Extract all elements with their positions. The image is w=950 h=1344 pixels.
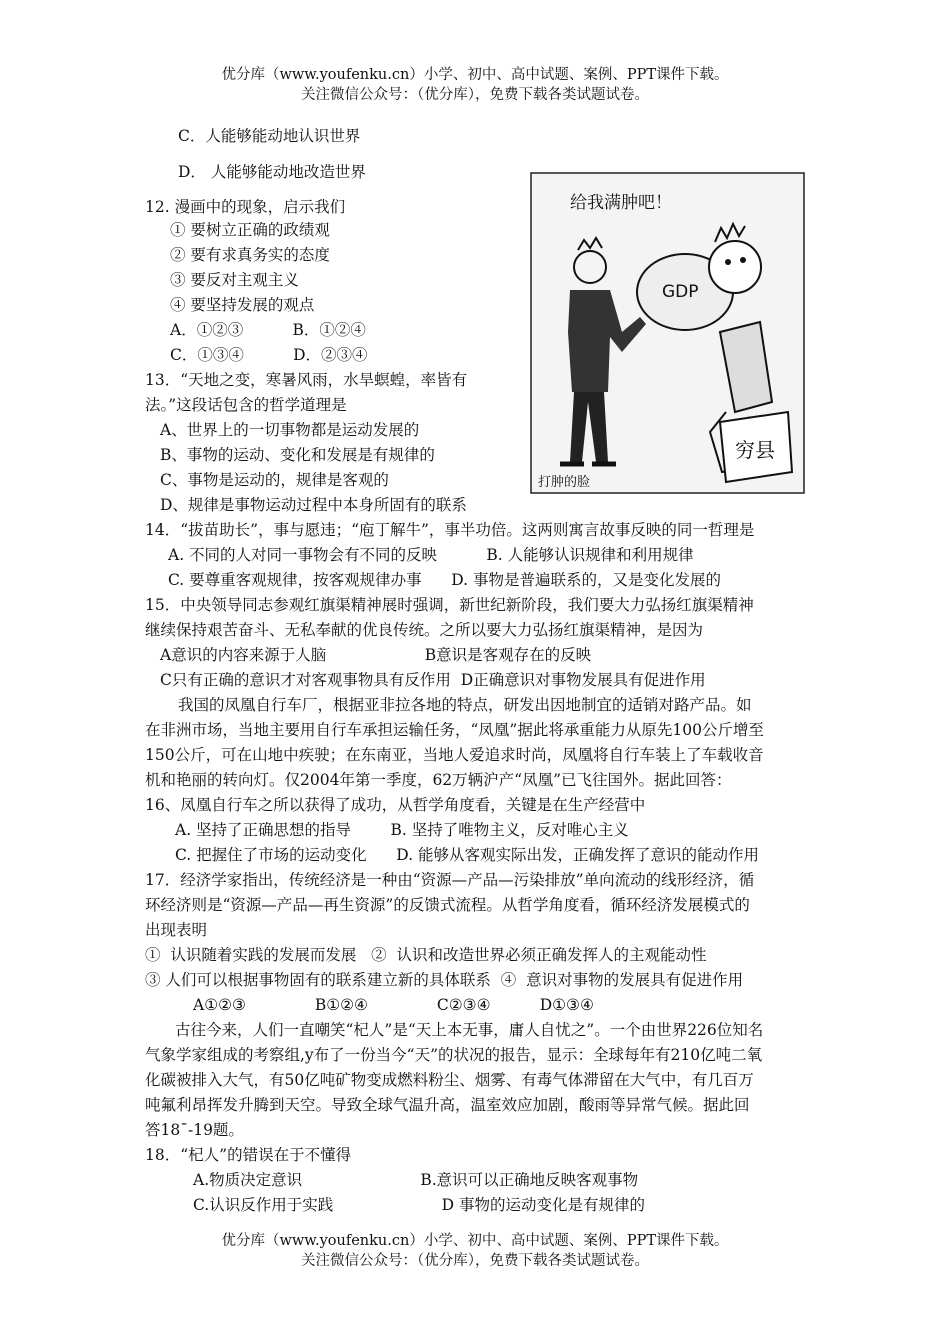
q18-options-cd: C.认识反作用于实践 D 事物的运动变化是有规律的 <box>193 1196 645 1214</box>
cartoon-box-text: 穷县 <box>735 438 775 462</box>
option-c-q11: C．人能够能动地认识世界 <box>178 127 361 145</box>
q17-items-12: ① 认识随着实践的发展而发展 ② 认识和改造世界必须正确发挥人的主观能动性 <box>145 946 707 964</box>
question-15: 15．中央领导同志参观红旗渠精神展时强调，新世纪新阶段，我们要大力弘扬红旗渠精神 <box>145 596 754 614</box>
q13-option-c: C、事物是运动的，规律是客观的 <box>160 471 389 489</box>
q14-options-ab: A. 不同的人对同一事物会有不同的反映 B. 人能够认识规律和利用规律 <box>168 546 694 564</box>
question-13-cont: 法。”这段话包含的哲学道理是 <box>145 396 347 414</box>
q12-item-3: ③ 要反对主观主义 <box>170 271 299 289</box>
q15-options-ab: A意识的内容来源于人脑 B意识是客观存在的反映 <box>160 646 592 664</box>
question-15-cont: 继续保持艰苦奋斗、无私奉献的优良传统。之所以要大力弘扬红旗渠精神，是因为 <box>145 621 704 639</box>
question-13: 13．“天地之变，寒暑风雨，水旱螟蝗，率皆有 <box>145 371 468 389</box>
q17-options: A①②③ B①②④ C②③④ D①③④ <box>193 996 594 1014</box>
passage-qiren-2: 气象学家组成的考察组,y布了一份当今“天”的状况的报告，显示：全球每年有210亿吨二氧 <box>145 1046 763 1064</box>
question-16: 16、凤凰自行车之所以获得了成功，从哲学角度看，关键是在生产经营中 <box>145 796 646 814</box>
question-18: 18．“杞人”的错误在于不懂得 <box>145 1146 352 1164</box>
header-line-1: 优分库（www.youfenku.cn）小学、初中、高中试题、案例、PPT课件下载。 <box>221 67 729 83</box>
question-17: 17．经济学家指出，传统经济是一种由“资源—产品—污染排放”单向流动的线形经济，循 <box>145 871 755 889</box>
q16-options-cd: C. 把握住了市场的运动变化 D. 能够从客观实际出发，正确发挥了意识的能动作用 <box>175 846 759 864</box>
option-d-q11: D． 人能够能动地改造世界 <box>178 163 366 181</box>
q12-item-1: ① 要树立正确的政绩观 <box>170 221 330 239</box>
passage-phoenix-2: 在非洲市场，当地主要用自行车承担运输任务，“凤凰”据此将承重能力从原先100公斤增至 <box>145 721 764 739</box>
passage-phoenix-3: 150公斤，可在山地中疾驶；在东南亚，当地人爱追求时尚，凤凰将自行车装上了车载收音 <box>145 746 764 764</box>
passage-qiren-3: 化碳被排入大气，有50亿吨矿物变成燃料粉尘、烟雾、有毒气体滞留在大气中，有几百万 <box>145 1071 754 1089</box>
q13-option-a: A、世界上的一切事物都是运动发展的 <box>160 421 420 439</box>
footer-line-1: 优分库（www.youfenku.cn）小学、初中、高中试题、案例、PPT课件下载。 <box>221 1233 729 1249</box>
passage-qiren-5: 答18ˉ-19题。 <box>145 1121 244 1139</box>
q12-item-4: ④ 要坚持发展的观点 <box>170 296 315 314</box>
q18-options-ab: A.物质决定意识 B.意识可以正确地反映客观事物 <box>193 1171 639 1189</box>
q16-options-ab: A. 坚持了正确思想的指导 B. 坚持了唯物主义，反对唯心主义 <box>175 821 629 839</box>
passage-qiren-4: 吨氟利昂挥发升腾到天空。导致全球气温升高，温室效应加剧，酸雨等异常气候。据此回 <box>145 1096 750 1114</box>
footer-line-2: 关注微信公众号：（优分库），免费下载各类试题试卷。 <box>301 1253 649 1269</box>
q17-items-34: ③ 人们可以根据事物固有的联系建立新的具体联系 ④ 意识对事物的发展具有促进作用 <box>145 971 744 989</box>
passage-phoenix-1: 我国的凤凰自行车厂，根据亚非拉各地的特点，研发出因地制宜的适销对路产品。如 <box>178 696 752 714</box>
q13-option-b: B、事物的运动、变化和发展是有规律的 <box>160 446 435 464</box>
question-17-cont: 环经济则是“资源—产品—再生资源”的反馈式流程。从哲学角度看，循环经济发展模式的 <box>145 896 750 914</box>
q12-item-2: ② 要有求真务实的态度 <box>170 246 330 264</box>
q12-options-ab: A．①②③ B．①②④ <box>170 321 366 339</box>
passage-qiren-1: 古往今来，人们一直嘲笑“杞人”是“天上本无事，庸人自忧之”。一个由世界226位知名 <box>175 1021 764 1039</box>
question-12: 12. 漫画中的现象，启示我们 <box>145 198 346 216</box>
q14-options-cd: C. 要尊重客观规律，按客观规律办事 D. 事物是普遍联系的，又是变化发展的 <box>168 571 721 589</box>
q15-options-cd: C只有正确的意识才对客观事物具有反作用 D正确意识对事物发展具有促进作用 <box>160 671 706 689</box>
q13-option-d: D、规律是事物运动过程中本身所固有的联系 <box>160 496 467 514</box>
q12-options-cd: C．①③④ D．②③④ <box>170 346 368 364</box>
gdp-cartoon <box>530 172 805 494</box>
question-14: 14．“拔苗助长”，事与愿违；“庖丁解牛”，事半功倍。这两则寓言故事反映的同一哲理是 <box>145 521 755 539</box>
cartoon-caption-bottom: 打肿的脸 <box>538 475 591 490</box>
question-17-end: 出现表明 <box>145 921 208 939</box>
passage-phoenix-4: 机和艳丽的转向灯。仅2004年第一季度，62万辆沪产“凤凰”已飞往国外。据此回答： <box>145 771 732 789</box>
cartoon-caption-top: 给我满肿吧！ <box>570 193 672 213</box>
header-line-2: 关注微信公众号：（优分库），免费下载各类试题试卷。 <box>301 87 649 103</box>
cartoon-balloon-text: GDP <box>662 282 699 302</box>
